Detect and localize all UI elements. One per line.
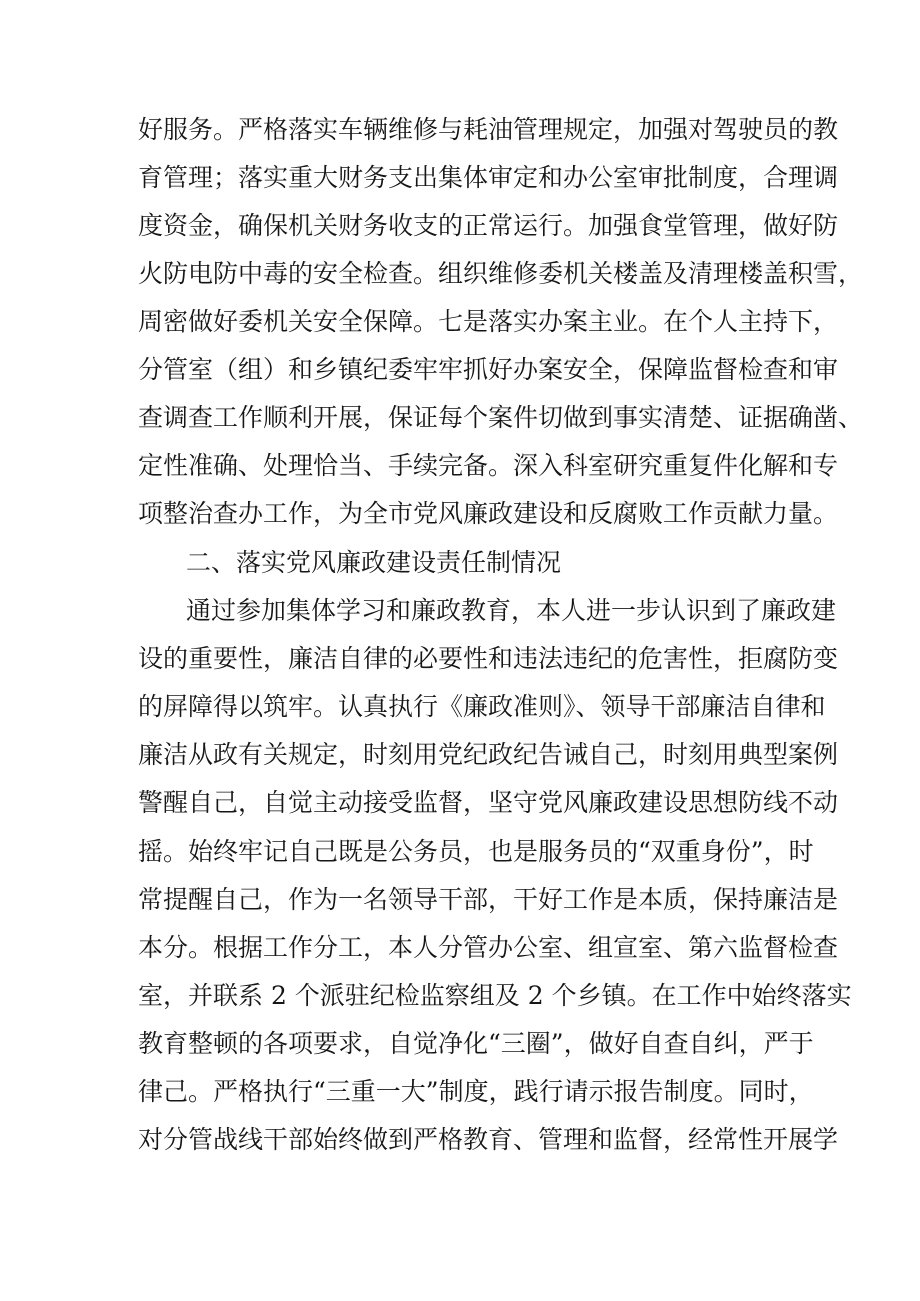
paragraph-line: 廉洁从政有关规定，时刻用党纪政纪告诫自己，时刻用典型案例 [138, 740, 839, 769]
paragraph-line: 室，并联系 2 个派驻纪检监察组及 2 个乡镇。在工作中始终落实 [138, 981, 852, 1010]
paragraph-line: 通过参加集体学习和廉政教育，本人进一步认识到了廉政建 [186, 596, 837, 625]
paragraph-line: 分管室（组）和乡镇纪委牢牢抓好办案安全，保障监督检查和审 [138, 355, 839, 384]
paragraph-line: 育管理；落实重大财务支出集体审定和办公室审批制度，合理调 [138, 163, 839, 192]
paragraph-line: 常提醒自己，作为一名领导干部，干好工作是本质，保持廉洁是 [138, 885, 839, 914]
paragraph-line: 律己。严格执行“三重一大”制度，践行请示报告制度。同时， [138, 1077, 814, 1106]
paragraph-line: 设的重要性，廉洁自律的必要性和违法违纪的危害性，拒腐防变 [138, 644, 839, 673]
paragraph-line: 定性准确、处理恰当、手续完备。深入科室研究重复件化解和专 [138, 451, 839, 480]
paragraph-line: 本分。根据工作分工，本人分管办公室、组宣室、第六监督检查 [138, 933, 839, 962]
paragraph-line: 度资金，确保机关财务收支的正常运行。加强食堂管理，做好防 [138, 211, 839, 240]
section-heading: 二、落实党风廉政建设责任制情况 [186, 548, 562, 577]
paragraph-line: 周密做好委机关安全保障。七是落实办案主业。在个人主持下， [138, 307, 839, 336]
paragraph-line: 的屏障得以筑牢。认真执行《廉政准则》、领导干部廉洁自律和 [138, 692, 826, 721]
paragraph-line: 查调查工作顺利开展，保证每个案件切做到事实清楚、证据确凿、 [138, 403, 864, 432]
paragraph-line: 教育整顿的各项要求，自觉净化“三圈”，做好自查自纠，严于 [138, 1029, 814, 1058]
paragraph-line: 警醒自己，自觉主动接受监督，坚守党风廉政建设思想防线不动 [138, 788, 839, 817]
paragraph-line: 火防电防中毒的安全检查。组织维修委机关楼盖及清理楼盖积雪， [138, 259, 864, 288]
paragraph-line: 摇。始终牢记自己既是公务员，也是服务员的“双重身份”，时 [138, 837, 814, 866]
paragraph-line: 好服务。严格落实车辆维修与耗油管理规定，加强对驾驶员的教 [138, 115, 839, 144]
paragraph-line: 项整治查办工作，为全市党风廉政建设和反腐败工作贡献力量。 [138, 499, 839, 528]
paragraph-line: 对分管战线干部始终做到严格教育、管理和监督，经常性开展学 [138, 1125, 839, 1154]
